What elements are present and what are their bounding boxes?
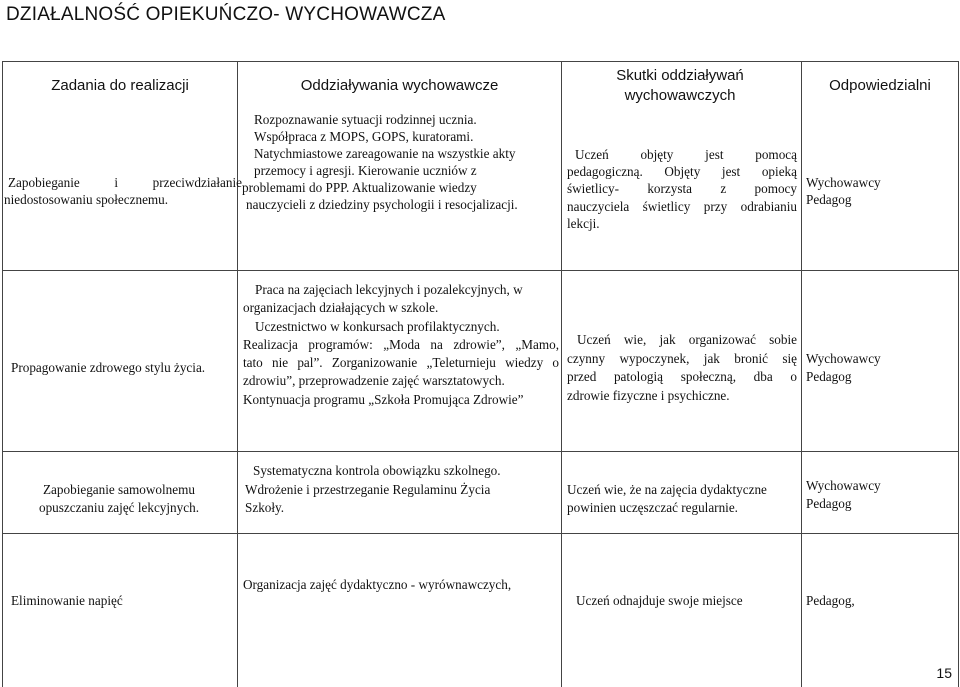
row1-responsible xyxy=(806,174,881,208)
row4-effects xyxy=(576,592,798,609)
row1-effect-line: świetlicy- korzysta z pomocy xyxy=(567,181,797,197)
row2-action-line: organizacjach działających w szkole. xyxy=(243,300,439,316)
row3-responsible xyxy=(806,477,881,513)
responsible-line: Pedagog xyxy=(806,369,852,384)
row1-action-line: Rozpoznawanie sytuacji rodzinnej ucznia. xyxy=(254,112,477,127)
row1-action-line: Współpraca z MOPS, GOPS, kuratorami. xyxy=(254,129,474,144)
header-responsible: Odpowiedzialni xyxy=(829,77,931,94)
row2-effect-line: Uczeń wie, jak organizować sobie xyxy=(577,332,797,347)
column-divider-3 xyxy=(801,61,802,687)
row1-effect-line: nauczyciela świetlicy przy odrabianiu xyxy=(567,198,797,214)
row-divider-2 xyxy=(2,451,959,452)
row2-task xyxy=(11,359,205,376)
row2-effect-line: zdrowie fizyczne i psychiczne. xyxy=(567,387,730,403)
responsible-line: Pedagog xyxy=(806,496,852,511)
table-border-left xyxy=(2,61,3,687)
column-divider-2 xyxy=(561,61,562,687)
row3-task xyxy=(4,481,234,517)
row3-action-line: Wdrożenie i przestrzeganie Regulaminu Życia xyxy=(245,481,491,497)
row4-actions xyxy=(243,576,557,593)
header-tasks: Zadania do realizacji xyxy=(51,77,189,94)
row2-actions xyxy=(243,281,559,409)
row2-task-line: Propagowanie zdrowego stylu życia. xyxy=(11,360,206,375)
row2-effects xyxy=(567,331,797,405)
header-effects: Skutki oddziaływań wychowawczych xyxy=(616,67,744,104)
row1-task-line: niedostosowaniu społecznemu. xyxy=(4,192,169,208)
row3-actions xyxy=(245,462,555,518)
responsible-line: Pedagog, xyxy=(806,593,855,608)
row2-responsible xyxy=(806,350,881,386)
responsible-line: Wychowawcy xyxy=(806,175,881,190)
row4-task-line: Eliminowanie napięć xyxy=(11,593,123,608)
row1-action-line: Natychmiastowe zareagowanie na wszystkie akty xyxy=(254,146,516,161)
row3-task-line: Zapobieganie samowolnemu xyxy=(43,482,195,497)
row3-effect-line: powinien uczęszczać regularnie. xyxy=(567,500,738,515)
row1-task xyxy=(4,174,242,208)
row1-effect-line: Uczeń objęty jest pomocą xyxy=(575,147,797,162)
row1-action-line: nauczycieli z dziedziny psychologii i resocjalizacji. xyxy=(246,197,518,212)
row1-action-line: przemocy i agresji. Kierowanie uczniów z xyxy=(254,163,477,178)
row2-effect-line: czynny wypoczynek, jak bronić się xyxy=(567,350,797,366)
row2-action-line: Realizacja programów: „Moda na zdrowie”, „Mamo, xyxy=(243,336,559,352)
row4-responsible xyxy=(806,592,855,609)
row2-action-line: Uczestnictwo w konkursach profilaktycznych. xyxy=(255,318,500,334)
row-divider-3 xyxy=(2,533,959,534)
row4-action-line: Organizacja zajęć dydaktyczno - wyrównawczych, xyxy=(243,577,512,592)
row3-action-line: Systematyczna kontrola obowiązku szkolnego. xyxy=(253,463,501,478)
row1-effect-line: pedagogiczną. Objęty jest opieką xyxy=(567,164,797,180)
responsible-line: Pedagog xyxy=(806,192,852,208)
table-border-right xyxy=(958,61,959,687)
row2-action-line: Kontynuacja programu „Szkoła Promująca Zdrowie” xyxy=(243,391,524,407)
row3-effect-line: Uczeń wie, że na zajęcia dydaktyczne xyxy=(567,482,767,497)
row2-effect-line: przed patologią społeczną, dba o xyxy=(567,369,797,384)
row4-effect-line: Uczeń odnajduje swoje miejsce xyxy=(576,593,743,608)
row3-effects xyxy=(567,481,799,517)
row1-effect-line: lekcji. xyxy=(567,215,600,231)
row1-task-line: Zapobieganie i przeciwdziałanie xyxy=(8,175,242,190)
row3-task-line: opuszczaniu zajęć lekcyjnych. xyxy=(38,500,199,515)
row3-action-line: Szkoły. xyxy=(245,500,285,515)
responsible-line: Wychowawcy xyxy=(806,351,881,366)
row2-action-line: Praca na zajęciach lekcyjnych i pozalekcyjnych, w xyxy=(255,282,523,297)
responsible-line: Wychowawcy xyxy=(806,478,881,493)
row2-action-line: zdrowiu”, przeprowadzenie zajęć warsztatowych. xyxy=(243,373,505,389)
row1-action-line: problemami do PPP. Aktualizowanie wiedzy xyxy=(242,180,477,195)
table-border-top xyxy=(2,61,959,62)
page-number: 15 xyxy=(936,665,952,681)
row4-task xyxy=(11,592,123,609)
row2-action-line: tato nie pal”. Zorganizowanie „Teleturnieju wiedzy o xyxy=(243,355,559,371)
header-actions: Oddziaływania wychowawcze xyxy=(300,77,499,94)
row-divider-1 xyxy=(2,270,959,271)
column-divider-1 xyxy=(237,61,238,687)
document-title: DZIAŁALNOŚĆ OPIEKUŃCZO- WYCHOWAWCZA xyxy=(6,4,446,25)
row1-effects xyxy=(567,146,797,232)
row1-actions xyxy=(242,111,558,213)
